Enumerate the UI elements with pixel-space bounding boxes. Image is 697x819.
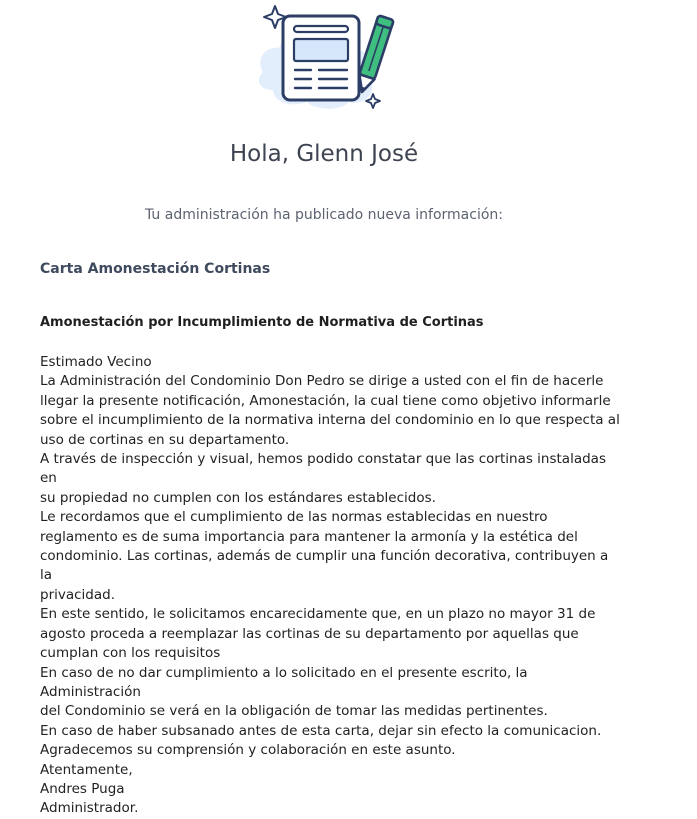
letter-line: Le recordamos que el cumplimiento de las normas establecidas en nuestro — [40, 509, 548, 526]
header-illustration — [0, 0, 697, 118]
letter-line: En caso de no dar cumplimiento a lo solicitado en el presente escrito, la Administración — [40, 664, 528, 700]
letter-line: llegar la presente notificación, Amonestación, la cual tiene como objetivo informarle — [40, 392, 611, 409]
letter-line: Agradecemos su comprensión y colaboración en este asunto. — [40, 742, 456, 759]
letter-line: En caso de haber subsanado antes de esta carta, dejar sin efecto la comunicacion. — [40, 722, 602, 739]
letter-line: La Administración del Condominio Don Pedro se dirige a usted con el fin de hacerle — [40, 373, 604, 390]
letter-line: reglamento es de suma importancia para mantener la armonía y la estética del — [40, 528, 578, 545]
letter-line: agosto proceda a reemplazar las cortinas de su departamento por aquellas que — [40, 625, 579, 642]
greeting-heading: Hola, Glenn José — [229, 141, 419, 167]
letter-line: su propiedad no cumplen con los estándares establecidos. — [40, 489, 436, 506]
letter-line: privacidad. — [40, 586, 116, 603]
letter-body — [40, 353, 620, 819]
letter-line: En este sentido, le solicitamos encarecidamente que, en un plazo no mayor 31 de — [40, 606, 596, 623]
newspaper-pencil-icon — [245, 2, 395, 114]
letter-line: del Condominio se verá en la obligación de tomar las medidas pertinentes. — [40, 703, 548, 720]
intro-text: Tu administración ha publicado nueva información: — [144, 207, 503, 223]
letter-line: uso de cortinas en su departamento. — [40, 431, 290, 448]
letter-line: condominio. Las cortinas, además de cumplir una función decorativa, contribuyen a la — [40, 548, 609, 584]
letter-subject: Amonestación por Incumplimiento de Normativa de Cortinas — [40, 315, 484, 330]
letter-line: A través de inspección y visual, hemos podido constatar que las cortinas instaladas en — [40, 451, 606, 487]
letter-line: Andres Puga — [40, 780, 125, 797]
letter-line: Atentamente, — [40, 761, 133, 778]
letter-line: cumplan con los requisitos — [40, 645, 221, 662]
letter-line: Estimado Vecino — [40, 354, 152, 370]
post-title: Carta Amonestación Cortinas — [40, 261, 271, 277]
letter-line: sobre el incumplimiento de la normativa interna del condominio en lo que respecta al — [40, 412, 620, 429]
letter-line: Administrador. — [40, 800, 139, 817]
